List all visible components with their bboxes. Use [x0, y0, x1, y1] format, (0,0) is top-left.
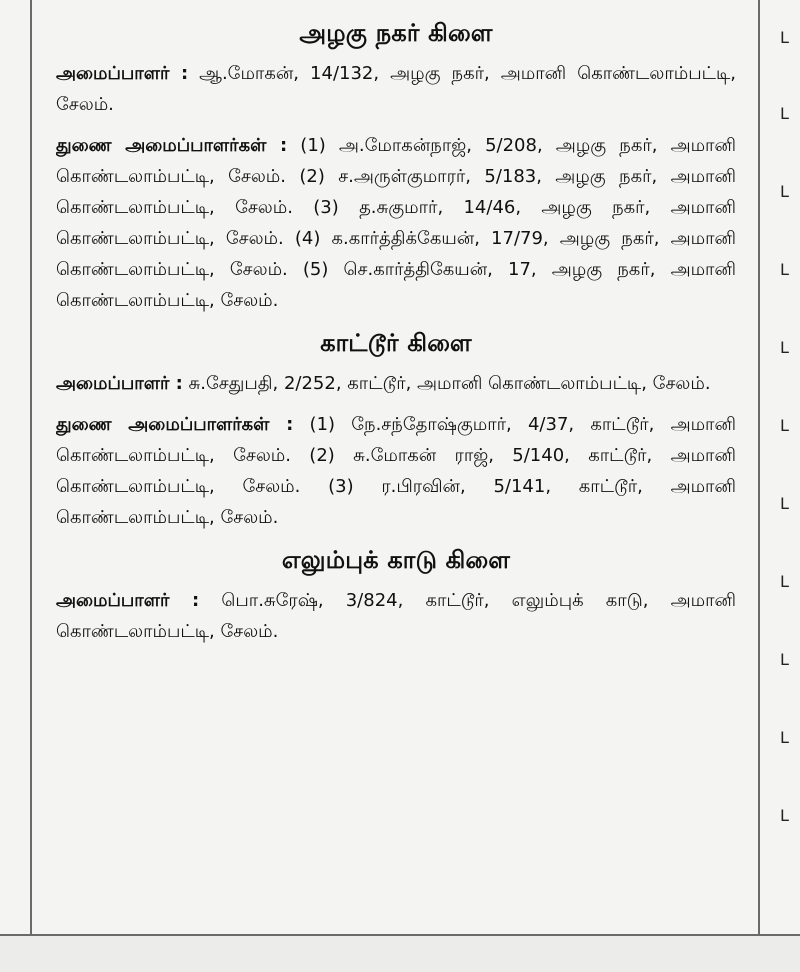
organizer-text: பொ.சுரேஷ், 3/824, காட்டூர், எலும்புக் காடு, அமானி கொண்டலாம்பட்டி, சேலம்.	[56, 590, 736, 642]
section-heading: அழகு நகர் கிளை	[299, 19, 493, 47]
section-alagu-nagar	[56, 16, 736, 316]
organizer-text: சு.சேதுபதி, 2/252, காட்டூர், அமானி கொண்டலாம்பட்டி, சேலம்.	[182, 373, 711, 394]
margin-mark: L	[780, 260, 789, 279]
organizer-text: ஆ.மோகன், 14/132, அழகு நகர், அமானி கொண்டலாம்பட்டி, சேலம்.	[56, 63, 736, 115]
margin-mark: L	[780, 416, 789, 435]
organizer-label: அமைப்பாளர் :	[56, 373, 183, 394]
organizer-paragraph	[56, 368, 736, 399]
margin-mark: L	[780, 728, 789, 747]
document-column	[56, 12, 736, 927]
deputies-label: துணை அமைப்பாளர்கள் :	[56, 135, 288, 156]
organizer-paragraph	[56, 585, 736, 647]
margin-mark: L	[780, 494, 789, 513]
organizer-label: அமைப்பாளர் :	[56, 590, 200, 611]
right-column-rule	[758, 0, 760, 934]
organizer-label: அமைப்பாளர் :	[56, 63, 189, 84]
margin-mark: L	[780, 28, 789, 47]
margin-mark: L	[780, 572, 789, 591]
deputies-text: (1) நே.சந்தோஷ்குமார், 4/37, காட்டூர், அமானி கொண்டலாம்பட்டி, சேலம். (2) சு.மோகன் ராஜ், 5/140, காட்டூர், அமானி கொண்டலாம்பட்டி, சேலம். (3) ர.பிரவின், 5/141, காட்டூர், அமானி கொண்டலாம்பட்டி, சேலம்.	[56, 414, 736, 528]
section-kattur	[56, 326, 736, 533]
deputies-paragraph	[56, 130, 736, 316]
bottom-band	[0, 936, 800, 972]
deputies-text: (1) அ.மோகன்நாஜ், 5/208, அழகு நகர், அமானி கொண்டலாம்பட்டி, சேலம். (2) ச.அருள்குமாரர், 5/183, அழகு நகர், அமானி கொண்டலாம்பட்டி, சேலம். (3) த.சுகுமார், 14/46, அழகு நகர், அமானி கொண்டலாம்பட்டி, சேலம். (4) க.கார்த்திக்கேயன், 17/79, அழகு நகர், அமானி கொண்டலாம்பட்டி, சேலம். (5) செ.கார்த்திகேயன், 17, அழகு நகர், அமானி கொண்டலாம்பட்டி, சேலம்.	[56, 135, 736, 311]
deputies-paragraph	[56, 409, 736, 533]
deputies-label: துணை அமைப்பாளர்கள் :	[56, 414, 294, 435]
organizer-paragraph	[56, 58, 736, 120]
left-column-rule	[30, 0, 32, 934]
margin-mark: L	[780, 806, 789, 825]
margin-mark: L	[780, 104, 789, 123]
section-heading: எலும்புக் காடு கிளை	[281, 546, 511, 574]
margin-mark: L	[780, 338, 789, 357]
section-heading: காட்டூர் கிளை	[320, 329, 472, 357]
margin-mark: L	[780, 650, 789, 669]
margin-mark: L	[780, 182, 789, 201]
section-elumbu-kadu	[56, 543, 736, 647]
